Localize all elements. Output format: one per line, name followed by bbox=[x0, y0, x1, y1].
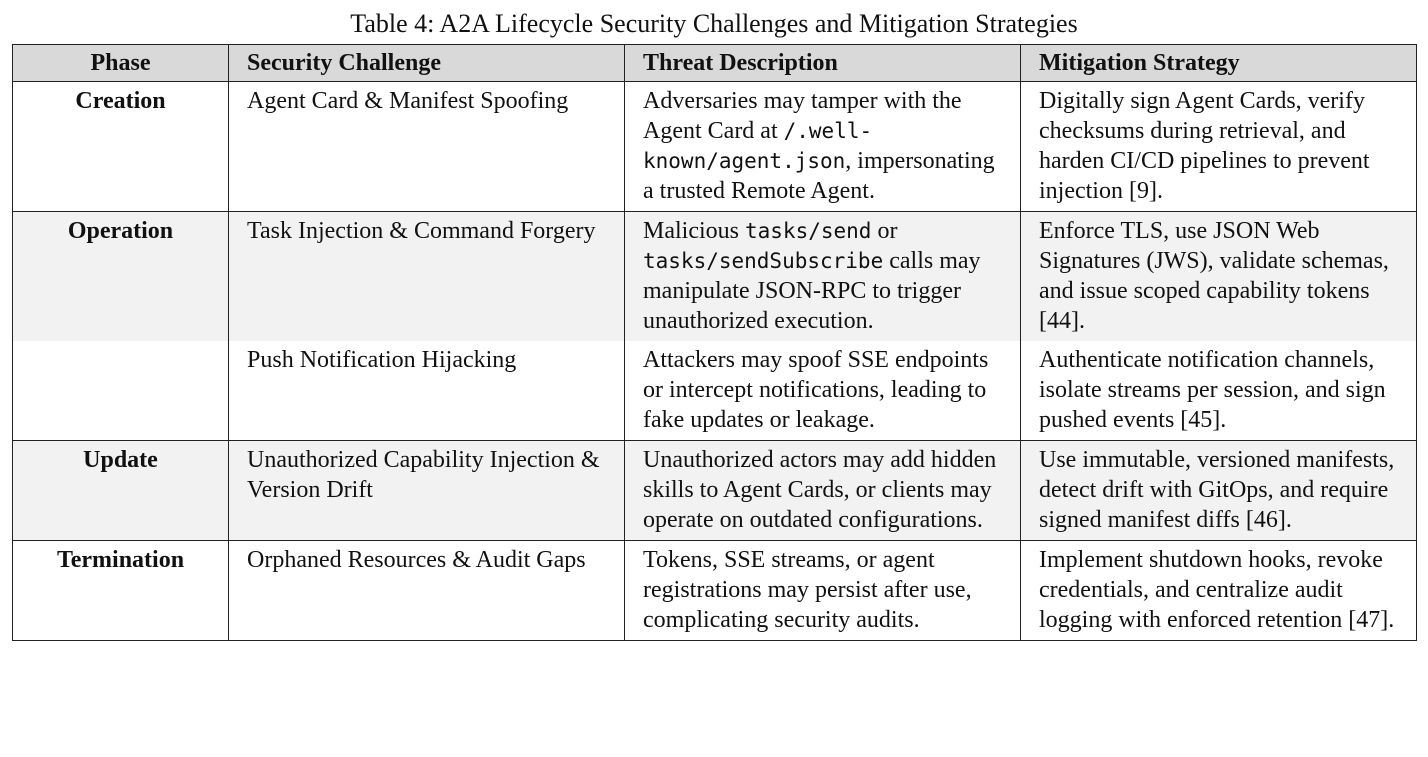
header-security-challenge: Security Challenge bbox=[229, 45, 625, 82]
threat-text: Malicious bbox=[643, 218, 739, 244]
threat-text: or bbox=[877, 218, 898, 244]
challenge-cell: Task Injection & Command Forgery bbox=[229, 212, 625, 342]
threat-cell bbox=[625, 82, 1021, 212]
table-row bbox=[13, 341, 1417, 441]
header-row bbox=[13, 45, 1417, 82]
mitigation-cell: Authenticate notification channels, isolate streams per session, and sign pushed events [45]. bbox=[1021, 341, 1417, 441]
header-mitigation-strategy: Mitigation Strategy bbox=[1021, 45, 1417, 82]
table-row bbox=[13, 212, 1417, 342]
table-row bbox=[13, 441, 1417, 541]
table-row bbox=[13, 541, 1417, 641]
threat-text: Adversaries may tamper with the Agent Card at bbox=[643, 88, 962, 144]
threat-cell bbox=[625, 212, 1021, 342]
challenge-cell: Orphaned Resources & Audit Gaps bbox=[229, 541, 625, 641]
challenge-cell: Push Notification Hijacking bbox=[229, 341, 625, 441]
phase-cell: Update bbox=[13, 441, 229, 541]
threat-text: calls may manipulate JSON-RPC to trigger unauthorized execution. bbox=[643, 248, 981, 334]
challenge-cell: Unauthorized Capability Injection & Version Drift bbox=[229, 441, 625, 541]
security-table bbox=[12, 44, 1417, 641]
threat-text: , impersonating a trusted Remote Agent. bbox=[643, 148, 995, 204]
table-row bbox=[13, 82, 1417, 212]
threat-cell: Tokens, SSE streams, or agent registrations may persist after use, complicating security audits. bbox=[625, 541, 1021, 641]
phase-cell bbox=[13, 341, 229, 441]
mitigation-cell: Enforce TLS, use JSON Web Signatures (JWS), validate schemas, and issue scoped capability tokens [44]. bbox=[1021, 212, 1417, 342]
phase-cell: Operation bbox=[13, 212, 229, 342]
challenge-cell: Agent Card & Manifest Spoofing bbox=[229, 82, 625, 212]
threat-cell: Unauthorized actors may add hidden skills to Agent Cards, or clients may operate on outdated configurations. bbox=[625, 441, 1021, 541]
threat-cell: Attackers may spoof SSE endpoints or intercept notifications, leading to fake updates or leakage. bbox=[625, 341, 1021, 441]
code-method: tasks/send bbox=[745, 219, 872, 243]
phase-cell: Creation bbox=[13, 82, 229, 212]
header-phase: Phase bbox=[13, 45, 229, 82]
mitigation-cell: Implement shutdown hooks, revoke credentials, and centralize audit logging with enforced retention [47]. bbox=[1021, 541, 1417, 641]
mitigation-cell: Use immutable, versioned manifests, detect drift with GitOps, and require signed manifest diffs [46]. bbox=[1021, 441, 1417, 541]
code-path: /.well-known/agent.json bbox=[643, 119, 873, 173]
mitigation-cell: Digitally sign Agent Cards, verify checksums during retrieval, and harden CI/CD pipelines to prevent injection [9]. bbox=[1021, 82, 1417, 212]
header-threat-description: Threat Description bbox=[625, 45, 1021, 82]
code-method: tasks/sendSubscribe bbox=[643, 249, 884, 273]
table-caption: Table 4: A2A Lifecycle Security Challenges and Mitigation Strategies bbox=[350, 9, 1078, 38]
phase-cell: Termination bbox=[13, 541, 229, 641]
